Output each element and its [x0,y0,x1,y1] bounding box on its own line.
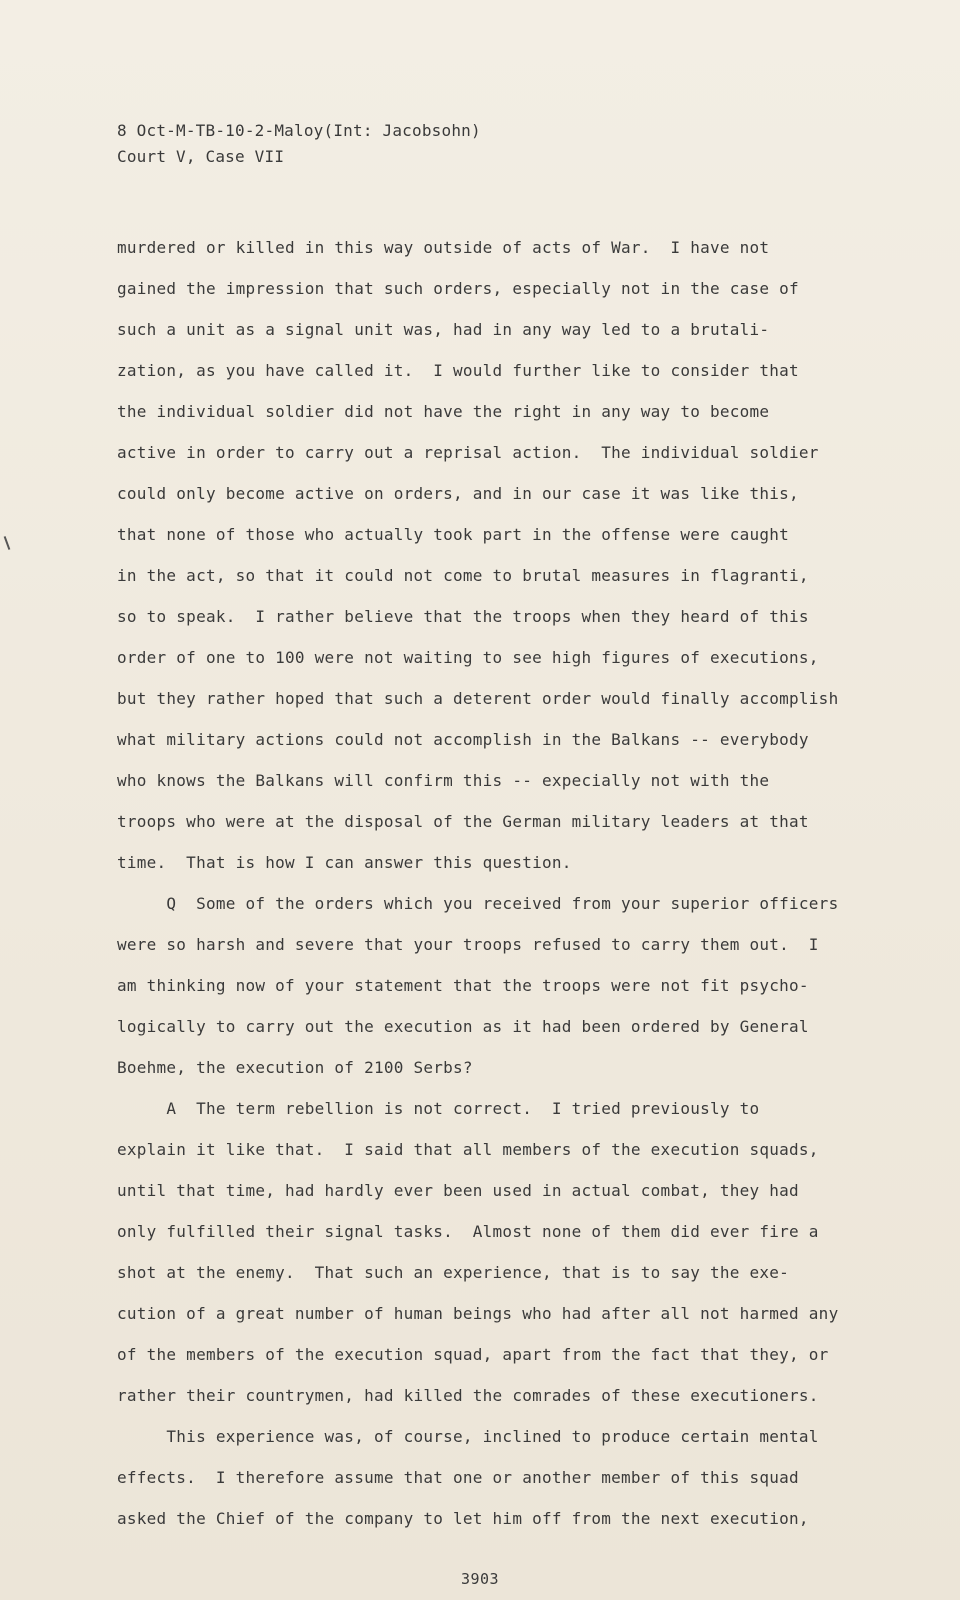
text-line: were so harsh and severe that your troops refused to carry them out. I [117,935,819,954]
text-line: in the act, so that it could not come to brutal measures in flagranti, [117,566,809,585]
text-line: time. That is how I can answer this question. [117,853,572,872]
text-line: asked the Chief of the company to let him off from the next execution, [117,1509,809,1528]
question-line: Q Some of the orders which you received from your superior officers [117,894,839,913]
text-line: effects. I therefore assume that one or another member of this squad [117,1468,799,1487]
text-line: rather their countrymen, had killed the comrades of these executioners. [117,1386,819,1405]
text-line: am thinking now of your statement that the troops were not fit psycho- [117,976,809,995]
text-line: the individual soldier did not have the right in any way to become [117,402,770,421]
text-line: gained the impression that such orders, especially not in the case of [117,279,799,298]
text-line: could only become active on orders, and in our case it was like this, [117,484,799,503]
page-number: 3903 [460,1570,500,1588]
text-line: troops who were at the disposal of the German military leaders at that [117,812,809,831]
text-line: but they rather hoped that such a deterent order would finally accomplish [117,689,839,708]
text-line: that none of those who actually took part in the offense were caught [117,525,790,544]
text-line: cution of a great number of human beings who had after all not harmed any [117,1304,839,1323]
text-line: logically to carry out the execution as it had been ordered by General [117,1017,809,1036]
paragraph-line: This experience was, of course, inclined to produce certain mental [117,1427,819,1446]
text-line: explain it like that. I said that all members of the execution squads, [117,1140,819,1159]
document-body [117,233,897,1545]
text-line: so to speak. I rather believe that the troops when they heard of this [117,607,809,626]
text-line: what military actions could not accomplish in the Balkans -- everybody [117,730,809,749]
text-line: only fulfilled their signal tasks. Almost none of them did ever fire a [117,1222,819,1241]
text-line: who knows the Balkans will confirm this -- expecially not with the [117,771,770,790]
document-header [117,118,481,170]
text-line: such a unit as a signal unit was, had in any way led to a brutali- [117,320,770,339]
text-line: of the members of the execution squad, apart from the fact that they, or [117,1345,829,1364]
header-reference-line: 8 Oct-M-TB-10-2-Maloy(Int: Jacobsohn) [117,121,481,140]
margin-mark [4,536,11,550]
text-line: until that time, had hardly ever been used in actual combat, they had [117,1181,799,1200]
text-line: active in order to carry out a reprisal action. The individual soldier [117,443,819,462]
answer-line: A The term rebellion is not correct. I tried previously to [117,1099,760,1118]
text-line: Boehme, the execution of 2100 Serbs? [117,1058,473,1077]
text-line: murdered or killed in this way outside of acts of War. I have not [117,238,770,257]
text-line: order of one to 100 were not waiting to see high figures of executions, [117,648,819,667]
text-line: zation, as you have called it. I would further like to consider that [117,361,799,380]
header-court-line: Court V, Case VII [117,147,285,166]
text-line: shot at the enemy. That such an experience, that is to say the exe- [117,1263,790,1282]
